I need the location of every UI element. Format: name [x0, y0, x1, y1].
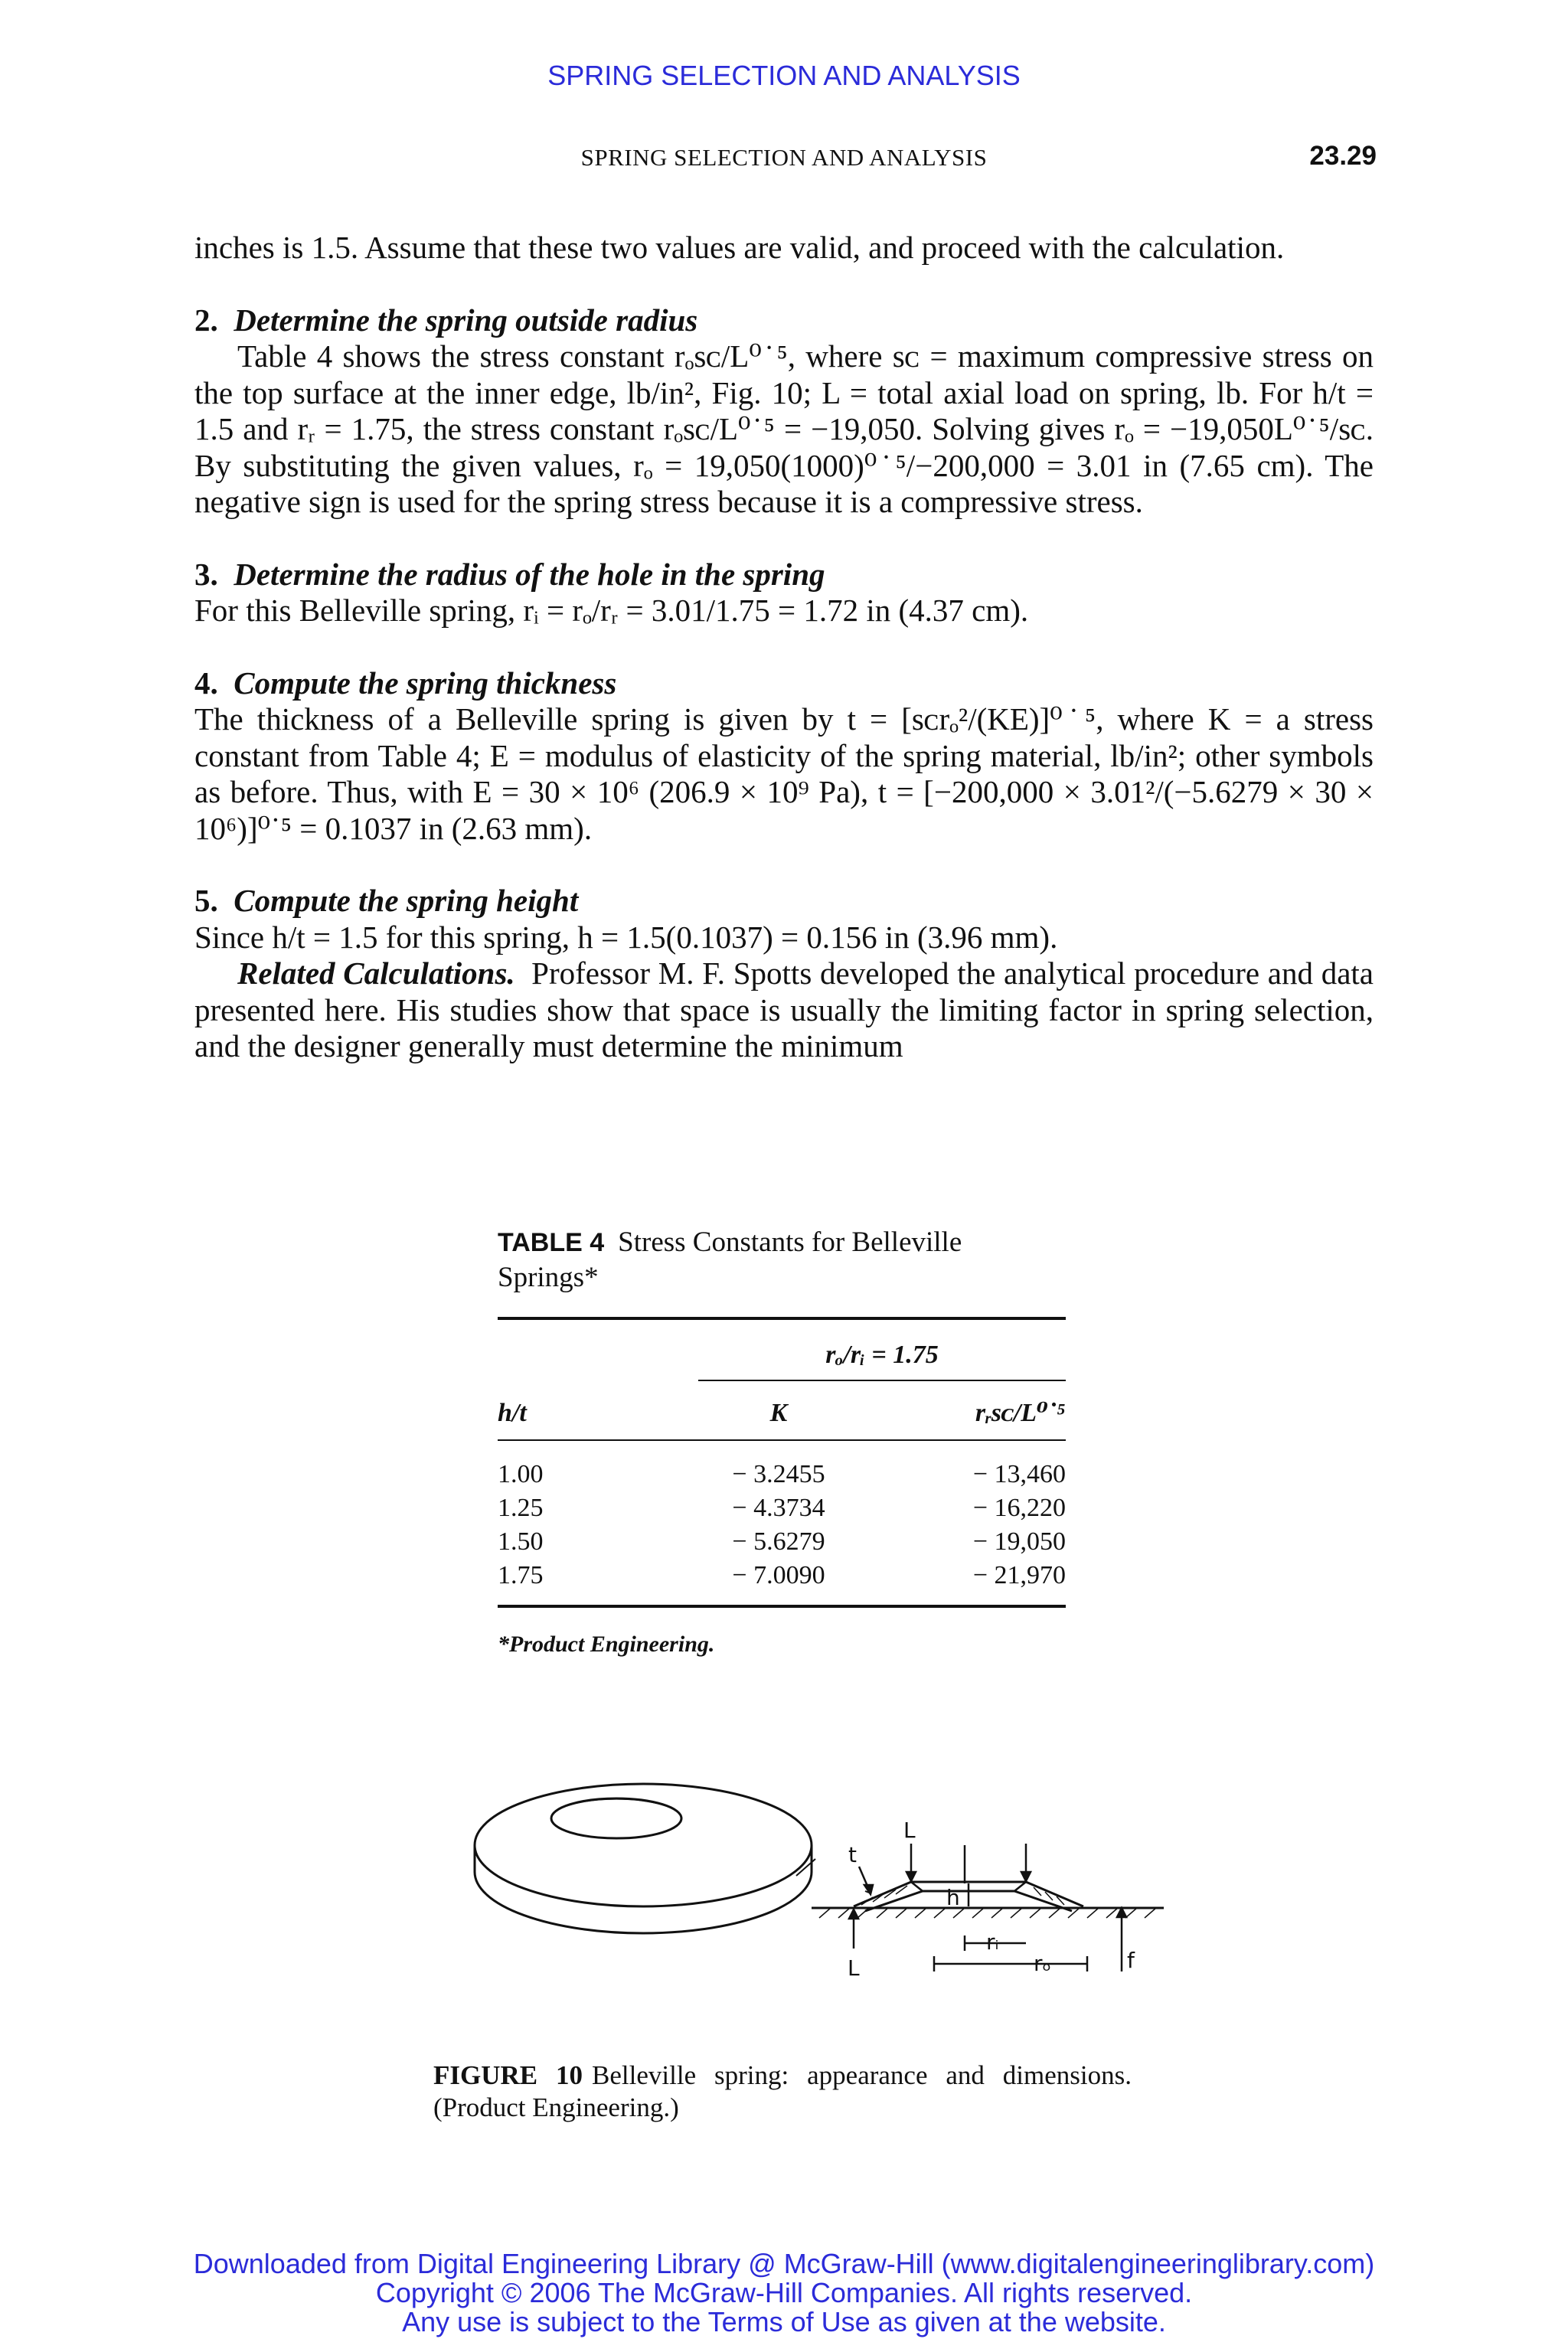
table-cell: − 5.6279	[732, 1527, 825, 1556]
table-cell: − 7.0090	[732, 1561, 825, 1589]
label-h: h	[946, 1885, 960, 1910]
step-3-number: 3.	[194, 556, 218, 592]
body-text	[194, 230, 1374, 1065]
table-cell: − 13,460	[972, 1460, 1066, 1488]
step-3-title: Determine the radius of the hole in the spring	[234, 556, 825, 592]
label-t: t	[848, 1842, 857, 1867]
table-cell: 1.00	[498, 1460, 544, 1488]
step-4-text: The thickness of a Belleville spring is given by t = [sᴄrₒ²/(KE)]⁰˙⁵, where K = a stress constant from Table 4; E = modulus of elasticity of the spring material, lb/in²; other symbols as before. Thus, with E = 30 × 10⁶ (206.9 × 10⁹ Pa), t = [−200,000 × 3.01²/(−5.6279 × 30 × 10⁶)]⁰˙⁵ = 0.1037 in (2.63 mm).	[194, 701, 1374, 846]
label-f: f	[1127, 1948, 1135, 1973]
label-ri: rᵢ	[986, 1929, 999, 1955]
table-cell: − 16,220	[972, 1494, 1066, 1522]
table-footnote: *Product Engineering.	[498, 1632, 715, 1657]
step-4-title: Compute the spring thickness	[234, 665, 617, 701]
copyright-footer	[0, 2249, 1568, 2337]
step-5-text: Since h/t = 1.5 for this spring, h = 1.5(0.1037) = 0.156 in (3.96 mm).	[194, 919, 1058, 955]
step-3-text: For this Belleville spring, rᵢ = rₒ/rᵣ = 3.01/1.75 = 1.72 in (4.37 cm).	[194, 593, 1029, 628]
footer-line-2: Copyright © 2006 The McGraw-Hill Companies. All rights reserved.	[375, 2277, 1193, 2308]
table-cell: 1.75	[498, 1561, 544, 1589]
label-ro: rₒ	[1034, 1951, 1052, 1976]
related-text: Professor M. F. Spotts developed the analytical procedure and data presented here. His studies show that space is usually the limiting factor in spring selection, and the designer generally must determine the minimum	[194, 956, 1374, 1063]
table-header-rule	[498, 1439, 1066, 1441]
step-5-heading	[194, 883, 1374, 920]
running-head: SPRING SELECTION AND ANALYSIS	[580, 144, 988, 171]
step-2-title: Determine the spring outside radius	[234, 302, 698, 338]
figure-label: FIGURE 10	[433, 2060, 583, 2090]
table-col-header-ht: h/t	[498, 1399, 527, 1427]
table-title: Stress Constants for Belleville Springs*	[498, 1227, 962, 1293]
step-2-number: 2.	[194, 302, 218, 338]
table-cell: 1.50	[498, 1527, 544, 1556]
belleville-spring-figure	[429, 1761, 1164, 2044]
table-col-header-stress: rᵣsᴄ/L⁰˙⁵	[975, 1399, 1066, 1427]
table-cell: 1.25	[498, 1494, 544, 1522]
related-label: Related Calculations.	[237, 956, 515, 991]
spring-perspective-drawing	[475, 1784, 812, 1933]
table-cell: − 21,970	[972, 1561, 1066, 1589]
step-4-heading	[194, 665, 1374, 702]
table-label: TABLE 4	[498, 1228, 605, 1257]
table-cell: − 4.3734	[732, 1494, 825, 1522]
table-caption	[498, 1225, 1066, 1295]
table-body	[498, 1317, 1066, 1677]
table-group-rule	[698, 1380, 1066, 1381]
step-5-number: 5.	[194, 883, 218, 918]
table-cell: − 3.2455	[732, 1460, 825, 1488]
stress-constants-table	[498, 1225, 1066, 1677]
table-bottom-rule	[498, 1605, 1066, 1608]
banner-title: SPRING SELECTION AND ANALYSIS	[547, 60, 1021, 91]
step-3-heading	[194, 557, 1374, 593]
step-4-number: 4.	[194, 665, 218, 701]
footer-line-3: Any use is subject to the Terms of Use as given at the website.	[402, 2306, 1166, 2337]
page-number: 23.29	[1309, 141, 1377, 171]
figure-caption	[433, 2060, 1132, 2124]
footer-line-1: Downloaded from Digital Engineering Library @ McGraw-Hill (www.digitalengineeringlibrary.com)	[193, 2248, 1375, 2279]
table-col-header-k: K	[769, 1399, 788, 1427]
step-2-heading	[194, 302, 1374, 339]
step-2-text: Table 4 shows the stress constant rₒsᴄ/L⁰˙⁵, where sᴄ = maximum compressive stress on the top surface at the inner edge, lb/in², Fig. 10; L = total axial load on spring, lb. For h/t = 1.5 and rᵣ = 1.75, the stress constant rₒsᴄ/L⁰˙⁵ = −19,050. Solving gives rₒ = −19,050L⁰˙⁵/sᴄ. By substituting the given values, rₒ = 19,050(1000)⁰˙⁵/−200,000 = 3.01 in (7.65 cm). The negative sign is used for the spring stress because it is a compressive stress.	[194, 338, 1374, 519]
table-top-rule	[498, 1317, 1066, 1320]
table-group-header: rₒ/rᵢ = 1.75	[825, 1341, 939, 1369]
label-L-top: L	[903, 1818, 916, 1843]
intro-paragraph: inches is 1.5. Assume that these two values are valid, and proceed with the calculation.	[194, 230, 1285, 265]
label-L-bottom: L	[848, 1955, 860, 1981]
step-5-title: Compute the spring height	[234, 883, 579, 918]
figure-caption-text: Belleville spring: appearance and dimensions. (Product Engineering.)	[433, 2060, 1132, 2122]
related-paragraph	[194, 956, 1374, 1065]
table-cell: − 19,050	[972, 1527, 1066, 1556]
